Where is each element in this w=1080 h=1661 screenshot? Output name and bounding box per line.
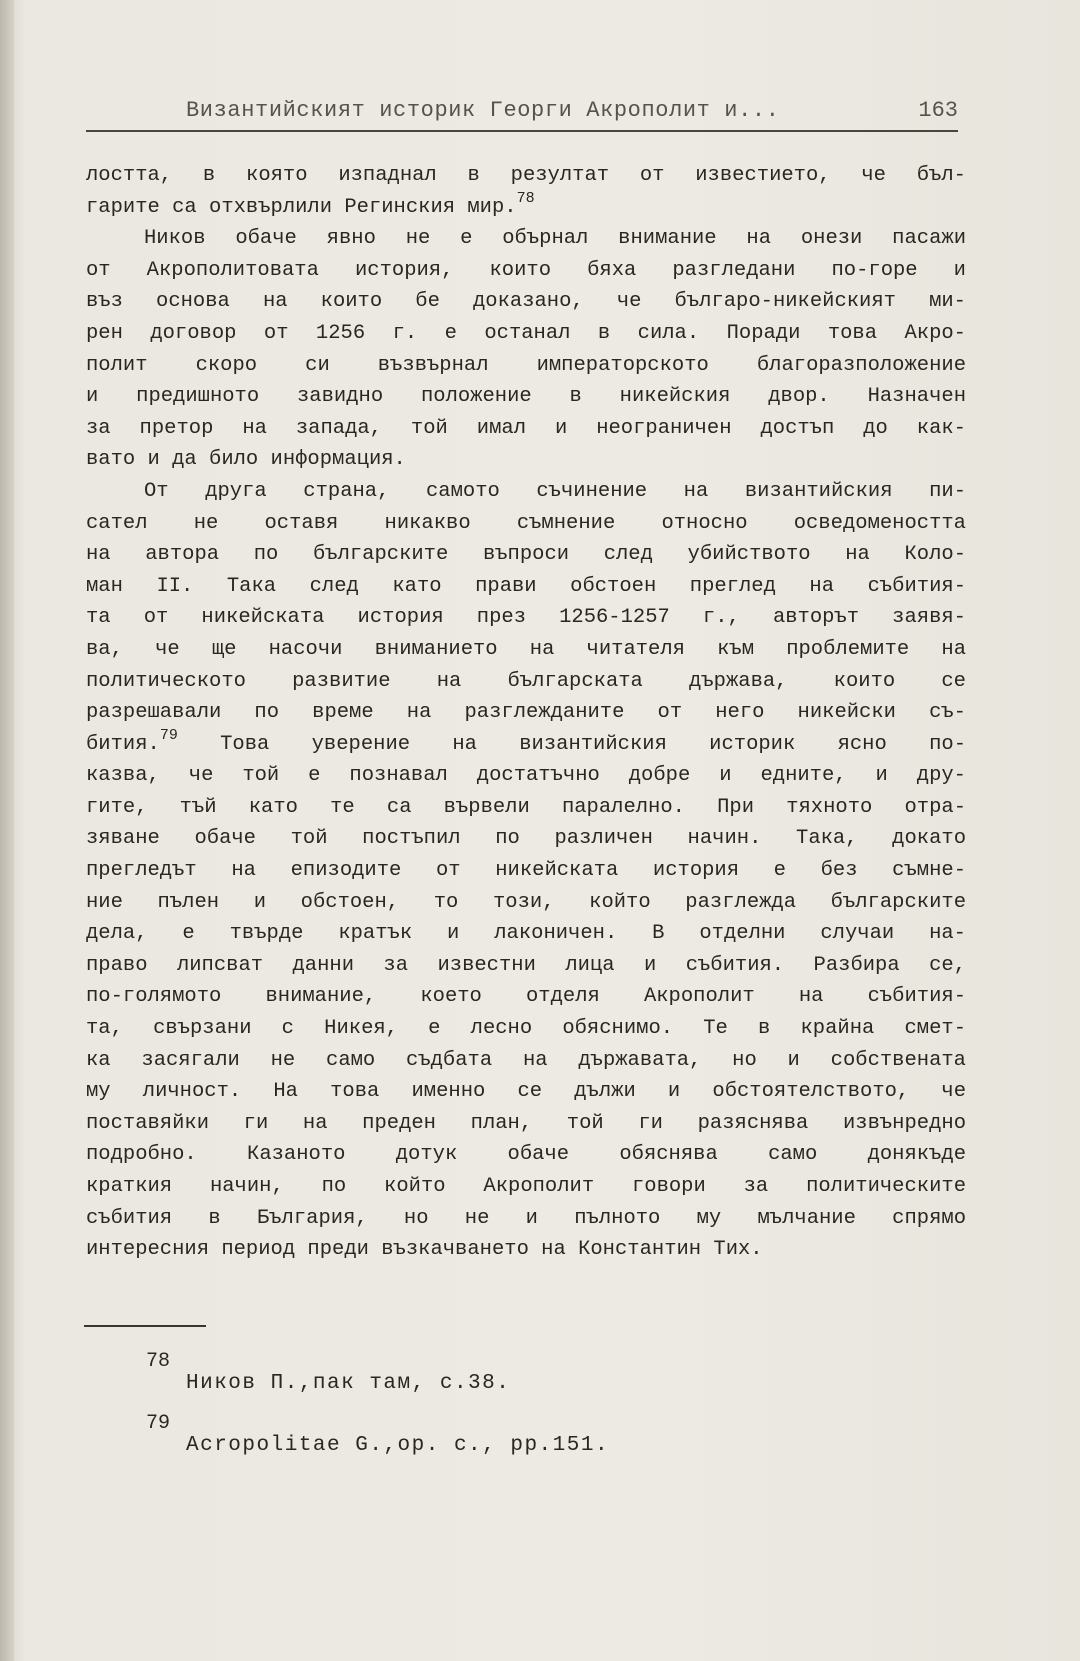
text-line-content: за претор на запада, той имал и неограничен достъп до как- bbox=[86, 416, 966, 440]
text-line-content: интересния период преди възкачването на Константин Тих. bbox=[86, 1238, 763, 1262]
text-line bbox=[86, 444, 966, 476]
text-line-content: ман II. Така след като прави обстоен преглед на събития- bbox=[86, 574, 966, 598]
text-line-content: прегледът на епизодите от никейската история е без съмне- bbox=[86, 859, 966, 883]
text-line bbox=[86, 950, 966, 982]
text-line bbox=[86, 729, 966, 761]
text-line bbox=[86, 666, 966, 698]
text-line-content: сател не оставя никакво съмнение относно осведомеността bbox=[86, 511, 966, 535]
text-line bbox=[86, 192, 966, 224]
text-line-content: От друга страна, самото съчинение на византийския пи- bbox=[144, 479, 966, 503]
text-line bbox=[86, 602, 966, 634]
text-line bbox=[86, 1171, 966, 1203]
text-line-content: Ников обаче явно не е обърнал внимание на онези пасажи bbox=[144, 227, 966, 251]
text-line bbox=[86, 697, 966, 729]
text-line bbox=[86, 1013, 966, 1045]
text-line-content: дела, е твърде кратък и лаконичен. В отделни случаи на- bbox=[86, 922, 966, 946]
text-line-content: събития в България, но не и пълното му мълчание спрямо bbox=[86, 1206, 966, 1230]
text-line-content: рен договор от 1256 г. е останал в сила. Поради това Акро- bbox=[86, 321, 966, 345]
book-spine-shadow bbox=[0, 0, 14, 1661]
text-line bbox=[86, 160, 966, 192]
text-line bbox=[86, 571, 966, 603]
text-line-content: подробно. Казаното дотук обаче обяснява само донякъде bbox=[86, 1143, 966, 1167]
text-line bbox=[86, 508, 966, 540]
footnote-separator bbox=[84, 1325, 206, 1327]
text-line bbox=[86, 855, 966, 887]
text-line-content: по-голямото внимание, което отделя Акрополит на събития- bbox=[86, 985, 966, 1009]
text-line bbox=[86, 318, 966, 350]
body-text bbox=[86, 160, 966, 1266]
text-line bbox=[86, 1139, 966, 1171]
footnote-text: Ников П.,пак там, с.38. bbox=[186, 1372, 511, 1395]
footnote-reference: 78 bbox=[516, 191, 535, 207]
text-line-content: на автора по българските въпроси след убийството на Коло- bbox=[86, 543, 966, 567]
text-line bbox=[86, 887, 966, 919]
text-line bbox=[86, 918, 966, 950]
text-line bbox=[86, 223, 966, 255]
text-line-content: гарите са отхвърлили Регинския мир. bbox=[86, 195, 517, 219]
text-line bbox=[86, 1076, 966, 1108]
text-line bbox=[86, 1045, 966, 1077]
footnote-text: Acropolitae G.,op. c., pp.151. bbox=[186, 1434, 610, 1457]
text-line bbox=[86, 760, 966, 792]
text-line bbox=[86, 286, 966, 318]
text-line-content: та, свързани с Никея, е лесно обяснимо. Те в крайна смет- bbox=[86, 1017, 966, 1041]
text-line-content: та от никейската история през 1256-1257 г., авторът заявя- bbox=[86, 606, 966, 630]
text-line bbox=[86, 792, 966, 824]
text-line-content: казва, че той е познавал достатъчно добре и едните, и дру- bbox=[86, 764, 966, 788]
footnote-number: 79 bbox=[146, 1412, 171, 1435]
text-line-content: право липсват данни за известни лица и събития. Разбира се, bbox=[86, 953, 966, 977]
text-line-content: зяване обаче той постъпил по различен начин. Така, докато bbox=[86, 827, 966, 851]
text-line-content: краткия начин, по който Акрополит говори за политическите bbox=[86, 1175, 966, 1198]
text-line-content: бития. bbox=[86, 732, 160, 756]
text-line bbox=[86, 1234, 966, 1266]
text-line-content: въз основа на които бе доказано, че българо-никейският ми- bbox=[86, 290, 966, 314]
text-line-content: ние пълен и обстоен, то този, който разглежда българските bbox=[86, 890, 966, 914]
text-line bbox=[86, 539, 966, 571]
text-line bbox=[86, 1108, 966, 1140]
text-line-content: поставяйки ги на преден план, той ги разяснява извънредно bbox=[86, 1111, 966, 1135]
text-line-content: разрешавали по време на разглежданите от него никейски съ- bbox=[86, 701, 966, 725]
text-line-content: вато и да било информация. bbox=[86, 448, 406, 472]
footnote-number: 78 bbox=[146, 1350, 171, 1373]
text-line-continuation: Това уверение на византийския историк ясно по- bbox=[177, 732, 966, 756]
text-line-content: му личност. На това именно се дължи и обстоятелството, че bbox=[86, 1080, 966, 1104]
text-line-content: лостта, в която изпаднал в резултат от известието, че бъл- bbox=[86, 164, 966, 187]
text-line bbox=[86, 413, 966, 445]
text-line bbox=[86, 634, 966, 666]
text-line bbox=[86, 350, 966, 382]
text-line-content: ка засягали не само съдбата на държавата, но и собствената bbox=[86, 1048, 966, 1072]
text-line bbox=[86, 1203, 966, 1235]
text-line bbox=[86, 823, 966, 855]
text-line-content: от Акрополитовата история, които бяха разгледани по-горе и bbox=[86, 258, 966, 282]
running-header bbox=[86, 96, 958, 132]
text-line-content: полит скоро си възвърнал императорското благоразположение bbox=[86, 353, 966, 377]
text-line-content: политическото развитие на българската държава, които се bbox=[86, 669, 966, 693]
text-line bbox=[86, 381, 966, 413]
text-line-content: и предишното завидно положение в никейския двор. Назначен bbox=[86, 385, 966, 409]
text-line bbox=[86, 255, 966, 287]
text-line-content: гите, тъй като те са вървели паралелно. При тяхното отра- bbox=[86, 795, 966, 819]
page-number: 163 bbox=[918, 98, 958, 123]
text-line-content: ва, че ще насочи вниманието на читателя към проблемите на bbox=[86, 637, 966, 661]
footnote-reference: 79 bbox=[159, 728, 178, 744]
text-line bbox=[86, 981, 966, 1013]
running-title: Византийският историк Георги Акрополит и... bbox=[186, 98, 780, 123]
text-line bbox=[86, 476, 966, 508]
